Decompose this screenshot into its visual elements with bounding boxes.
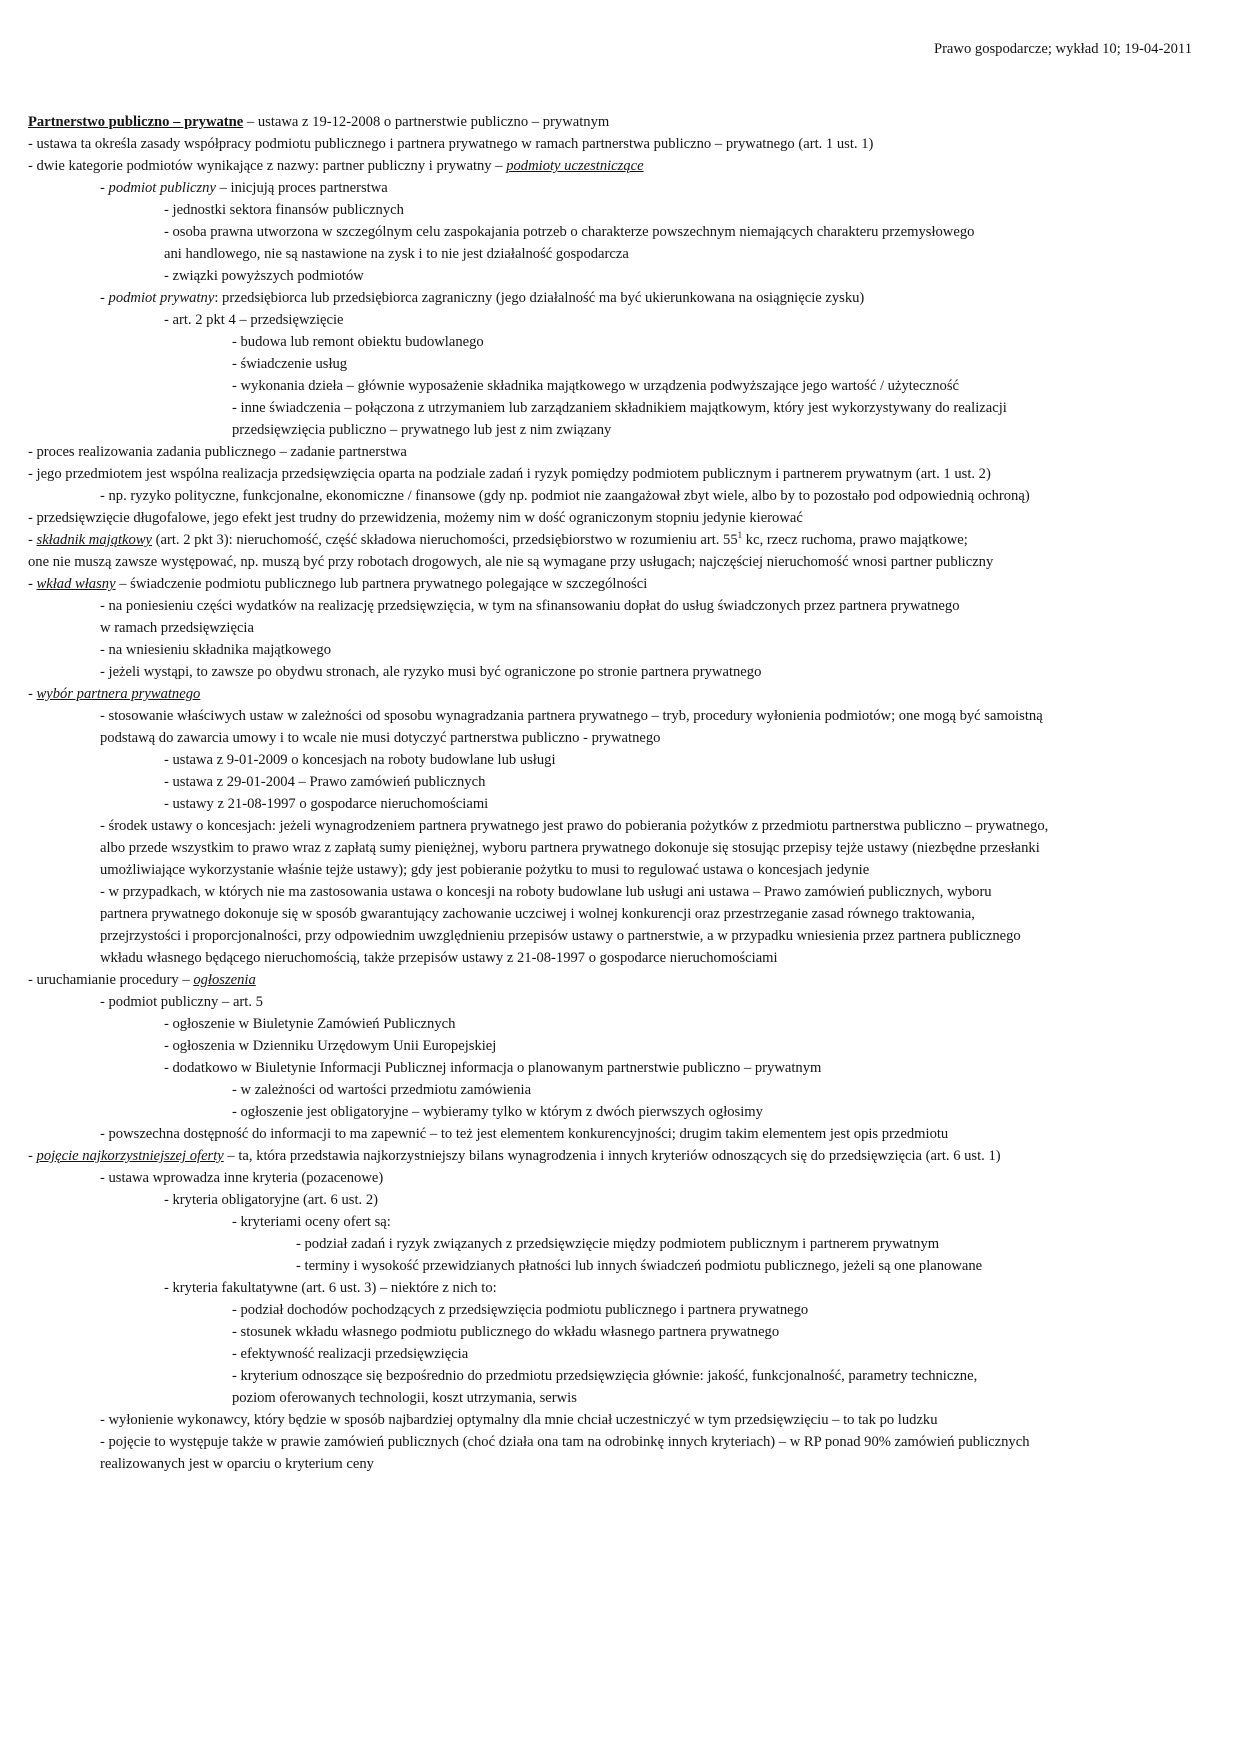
- note-text: - np. ryzyko polityczne, funkcjonalne, ekonomiczne / finansowe (gdy np. podmiot nie zaangażował zbyt wiele, albo by to pozostało pod odpowiednią ochroną): [100, 488, 1030, 504]
- emphasized-term: pojęcie najkorzystniejszej oferty: [36, 1148, 224, 1164]
- note-line: [28, 353, 1200, 375]
- note-text: - art. 2 pkt 4 – przedsięwzięcie: [164, 312, 344, 328]
- note-text: umożliwiające wykorzystanie właśnie tejże ustawy); gdy jest pobieranie pożytku to musi to regulować ustawa o koncesjach jedynie: [100, 862, 870, 878]
- note-text: - przedsięwzięcie długofalowe, jego efekt jest trudny do przewidzenia, możemy nim w dość ograniczonym stopniu jedynie kierować: [28, 510, 803, 526]
- note-text: - uruchamianie procedury –: [28, 972, 194, 988]
- emphasized-term: podmiot publiczny: [108, 180, 216, 196]
- note-text: kc, rzecz ruchoma, prawo majątkowe;: [742, 532, 968, 548]
- note-text: – inicjują proces partnerstwa: [215, 180, 388, 196]
- note-text: - pojęcie to występuje także w prawie zamówień publicznych (choć działa ona tam na odrobinkę innych kryteriach) – w RP ponad 90% zamówień publicznych: [100, 1434, 1030, 1450]
- note-line: [28, 221, 1200, 243]
- note-line: [28, 155, 1200, 177]
- note-line: [28, 1101, 1200, 1123]
- note-text: -: [28, 532, 37, 548]
- note-text: - ustawy z 21-08-1997 o gospodarce nieruchomościami: [164, 796, 489, 812]
- note-line: [28, 331, 1200, 353]
- note-line: [28, 1035, 1200, 1057]
- note-text: -: [28, 576, 37, 592]
- note-text: - stosowanie właściwych ustaw w zależności od sposobu wynagradzania partnera prywatnego – tryb, procedury wyłonienia podmiotów; one mogą być samoistną: [100, 708, 1043, 724]
- note-line: [28, 177, 1200, 199]
- note-text: : przedsiębiorca lub przedsiębiorca zagraniczny (jego działalność ma być ukierunkowana na osiągnięcie zysku): [214, 290, 865, 306]
- note-line: [28, 1079, 1200, 1101]
- note-text: - w przypadkach, w których nie ma zastosowania ustawa o koncesji na roboty budowlane lub usługi ani ustawa – Prawo zamówień publicznych, wyboru: [100, 884, 992, 900]
- note-line-continuation: [28, 947, 1200, 969]
- note-line: [28, 1343, 1200, 1365]
- note-line: [28, 463, 1200, 485]
- note-text: - ustawa wprowadza inne kryteria (pozacenowe): [100, 1170, 384, 1186]
- note-text: - powszechna dostępność do informacji to ma zapewnić – to też jest elementem konkurencyjności; drugim takim elementem jest opis przedmiotu: [100, 1126, 949, 1142]
- note-text: -: [100, 180, 109, 196]
- note-text: – ta, która przedstawia najkorzystniejszy bilans wynagrodzenia i innych kryteriów odnoszących się do przedsięwzięcia (art. 6 ust. 1): [223, 1148, 1001, 1164]
- note-text: podstawą do zawarcia umowy i to wcale nie musi dotyczyć partnerstwa publiczno - prywatnego: [100, 730, 661, 746]
- note-text: - efektywność realizacji przedsięwzięcia: [232, 1346, 469, 1362]
- emphasized-term: wkład własny: [36, 576, 116, 592]
- emphasized-term: Partnerstwo publiczno – prywatne: [28, 114, 244, 130]
- note-text: -: [28, 686, 37, 702]
- note-line: [28, 287, 1200, 309]
- note-text: - terminy i wysokość przewidzianych płatności lub innych świadczeń podmiotu publicznego, jeżeli są one planowane: [296, 1258, 983, 1274]
- note-text: przejrzystości i proporcjonalności, przy odpowiednim uwzględnieniu przepisów ustawy o partnerstwie, a w przypadku wniesienia przez partnera publicznego: [100, 928, 1021, 944]
- note-line: [28, 485, 1200, 507]
- emphasized-term: wybór partnera prywatnego: [36, 686, 201, 702]
- note-line-continuation: [28, 1453, 1200, 1475]
- note-line: [28, 881, 1200, 903]
- note-line: [28, 595, 1200, 617]
- note-text: 1: [737, 530, 743, 541]
- note-line: [28, 199, 1200, 221]
- note-line: [28, 265, 1200, 287]
- note-text: - ustawa z 29-01-2004 – Prawo zamówień publicznych: [164, 774, 486, 790]
- note-text: - ustawa ta określa zasady współpracy podmiotu publicznego i partnera prywatnego w ramach partnerstwa publiczno – prywatnego (art. 1 ust. 1): [28, 136, 874, 152]
- note-text: - kryteria fakultatywne (art. 6 ust. 3) – niektóre z nich to:: [164, 1280, 497, 1296]
- note-text: - stosunek wkładu własnego podmiotu publicznego do wkładu własnego partnera prywatnego: [232, 1324, 780, 1340]
- note-line: [28, 1233, 1200, 1255]
- note-text: - jeżeli wystąpi, to zawsze po obydwu stronach, ale ryzyko musi być ograniczone po stronie partnera prywatnego: [100, 664, 762, 680]
- note-text: - na poniesieniu części wydatków na realizację przedsięwzięcia, w tym na sfinansowaniu dopłat do usług świadczonych przez partnera prywatnego: [100, 598, 960, 614]
- note-text: - na wniesieniu składnika majątkowego: [100, 642, 332, 658]
- emphasized-term: ogłoszenia: [193, 972, 256, 988]
- note-line: [28, 1013, 1200, 1035]
- note-line-continuation: [28, 243, 1200, 265]
- page-header: Prawo gospodarcze; wykład 10; 19-04-2011: [933, 41, 1192, 57]
- note-text: - inne świadczenia – połączona z utrzymaniem lub zarządzaniem składnikiem majątkowym, który jest wykorzystywany do realizacji: [232, 400, 1007, 416]
- note-line-continuation: [28, 419, 1200, 441]
- note-text: wkładu własnego będącego nieruchomością, także przepisów ustawy z 21-08-1997 o gospodarce nieruchomościami: [100, 950, 778, 966]
- note-line-continuation: [28, 903, 1200, 925]
- emphasized-term: podmioty uczestniczące: [506, 158, 644, 174]
- note-line: [28, 1211, 1200, 1233]
- note-text: -: [100, 290, 109, 306]
- note-line: [28, 1057, 1200, 1079]
- note-text: - związki powyższych podmiotów: [164, 268, 364, 284]
- note-text: - dwie kategorie podmiotów wynikające z nazwy: partner publiczny i prywatny –: [28, 158, 507, 174]
- note-line: [28, 133, 1200, 155]
- note-line: [28, 1365, 1200, 1387]
- note-text: - wykonania dzieła – głównie wyposażenie składnika majątkowego w urządzenia podwyższające jego wartość / użyteczność: [232, 378, 959, 394]
- note-text: - dodatkowo w Biuletynie Informacji Publicznej informacja o planowanym partnerstwie publiczno – prywatnym: [164, 1060, 822, 1076]
- note-text: - ustawa z 9-01-2009 o koncesjach na roboty budowlane lub usługi: [164, 752, 556, 768]
- note-line-continuation: [28, 617, 1200, 639]
- note-line: [28, 1167, 1200, 1189]
- note-line: [28, 1189, 1200, 1211]
- note-text: - osoba prawna utworzona w szczególnym celu zaspokajania potrzeb o charakterze powszechnym niemających charakteru przemysłowego: [164, 224, 975, 240]
- note-text: - podział dochodów pochodzących z przedsięwzięcia podmiotu publicznego i partnera prywatnego: [232, 1302, 809, 1318]
- note-line-continuation: [28, 727, 1200, 749]
- note-text: - ogłoszenie jest obligatoryjne – wybieramy tylko w którym z dwóch pierwszych ogłosimy: [232, 1104, 763, 1120]
- note-text: - w zależności od wartości przedmiotu zamówienia: [232, 1082, 532, 1098]
- note-text: -: [28, 1148, 37, 1164]
- note-line: [28, 683, 1200, 705]
- notes-body: [28, 111, 1200, 1475]
- note-text: ani handlowego, nie są nastawione na zysk i to nie jest działalność gospodarcza: [164, 246, 629, 262]
- note-line: [28, 1299, 1200, 1321]
- note-line: [28, 749, 1200, 771]
- note-line: [28, 1277, 1200, 1299]
- note-line-continuation: [28, 1387, 1200, 1409]
- note-text: - podmiot publiczny – art. 5: [100, 994, 263, 1010]
- note-text: - podział zadań i ryzyk związanych z przedsięwzięcie między podmiotem publicznym i partnerem prywatnym: [296, 1236, 940, 1252]
- note-text: one nie muszą zawsze występować, np. muszą być przy robotach drogowych, ale nie są wymagane przy usługach; najczęściej nieruchomość wnosi partner publiczny: [28, 554, 994, 570]
- note-text: - kryteria obligatoryjne (art. 6 ust. 2): [164, 1192, 378, 1208]
- note-line: [28, 1123, 1200, 1145]
- note-line-continuation: [28, 837, 1200, 859]
- note-line: [28, 573, 1200, 595]
- note-line: [28, 639, 1200, 661]
- note-line: [28, 1145, 1200, 1167]
- note-line: [28, 375, 1200, 397]
- note-line: [28, 441, 1200, 463]
- note-text: – ustawa z 19-12-2008 o partnerstwie publiczno – prywatnym: [243, 114, 610, 130]
- note-line: [28, 815, 1200, 837]
- note-line-continuation: [28, 859, 1200, 881]
- note-line: [28, 771, 1200, 793]
- note-line: [28, 111, 1200, 133]
- note-line: [28, 309, 1200, 331]
- note-text: - wyłonienie wykonawcy, który będzie w sposób najbardziej optymalny dla mnie chciał uczestniczyć w tym przedsięwzięciu – to tak po ludzku: [100, 1412, 938, 1428]
- note-line: [28, 991, 1200, 1013]
- note-line: [28, 1321, 1200, 1343]
- note-text: - kryteriami oceny ofert są:: [232, 1214, 391, 1230]
- note-text: - proces realizowania zadania publicznego – zadanie partnerstwa: [28, 444, 407, 460]
- note-text: – świadczenie podmiotu publicznego lub partnera prywatnego polegające w szczególności: [115, 576, 648, 592]
- note-text: partnera prywatnego dokonuje się w sposób gwarantujący zachowanie uczciwej i wolnej konkurencji oraz przestrzeganie zasad równego traktowania,: [100, 906, 975, 922]
- note-line: [28, 661, 1200, 683]
- note-line: [28, 397, 1200, 419]
- note-text: - budowa lub remont obiektu budowlanego: [232, 334, 484, 350]
- note-text: - ogłoszenia w Dzienniku Urzędowym Unii Europejskiej: [164, 1038, 497, 1054]
- emphasized-term: składnik majątkowy: [36, 532, 153, 548]
- note-line: [28, 705, 1200, 727]
- note-line: [28, 1255, 1200, 1277]
- emphasized-term: podmiot prywatny: [108, 290, 215, 306]
- note-text: - środek ustawy o koncesjach: jeżeli wynagrodzeniem partnera prywatnego jest prawo do pobierania pożytków z przedmiotu partnerstwa publiczno – prywatnego,: [100, 818, 1049, 834]
- note-text: - jego przedmiotem jest wspólna realizacja przedsięwzięcia oparta na podziale zadań i ryzyk pomiędzy podmiotem publicznym i partnerem prywatnym (art. 1 ust. 2): [28, 466, 991, 482]
- note-text: w ramach przedsięwzięcia: [100, 620, 254, 636]
- note-text: - ogłoszenie w Biuletynie Zamówień Publicznych: [164, 1016, 456, 1032]
- note-text: - kryterium odnoszące się bezpośrednio do przedmiotu przedsięwzięcia głównie: jakość, funkcjonalność, parametry techniczne,: [232, 1368, 978, 1384]
- note-line: [28, 507, 1200, 529]
- note-text: przedsięwzięcia publiczno – prywatnego lub jest z nim związany: [232, 422, 612, 438]
- note-line: [28, 1431, 1200, 1453]
- note-line-continuation: [28, 551, 1200, 573]
- note-text: (art. 2 pkt 3): nieruchomość, część składowa nieruchomości, przedsiębiorstwo w rozumieniu art. 55: [152, 532, 738, 548]
- note-line: [28, 793, 1200, 815]
- note-line: [28, 969, 1200, 991]
- note-text: albo przede wszystkim to prawo wraz z zapłatą sumy pieniężnej, wyboru partnera prywatnego dokonuje się stosując przepisy tejże ustawy (niezbędne przesłanki: [100, 840, 1040, 856]
- note-text: realizowanych jest w oparciu o kryterium ceny: [100, 1456, 374, 1472]
- note-text: - jednostki sektora finansów publicznych: [164, 202, 404, 218]
- note-text: poziom oferowanych technologii, koszt utrzymania, serwis: [232, 1390, 577, 1406]
- note-text: - świadczenie usług: [232, 356, 348, 372]
- note-line: [28, 529, 1200, 551]
- note-line-continuation: [28, 925, 1200, 947]
- note-line: [28, 1409, 1200, 1431]
